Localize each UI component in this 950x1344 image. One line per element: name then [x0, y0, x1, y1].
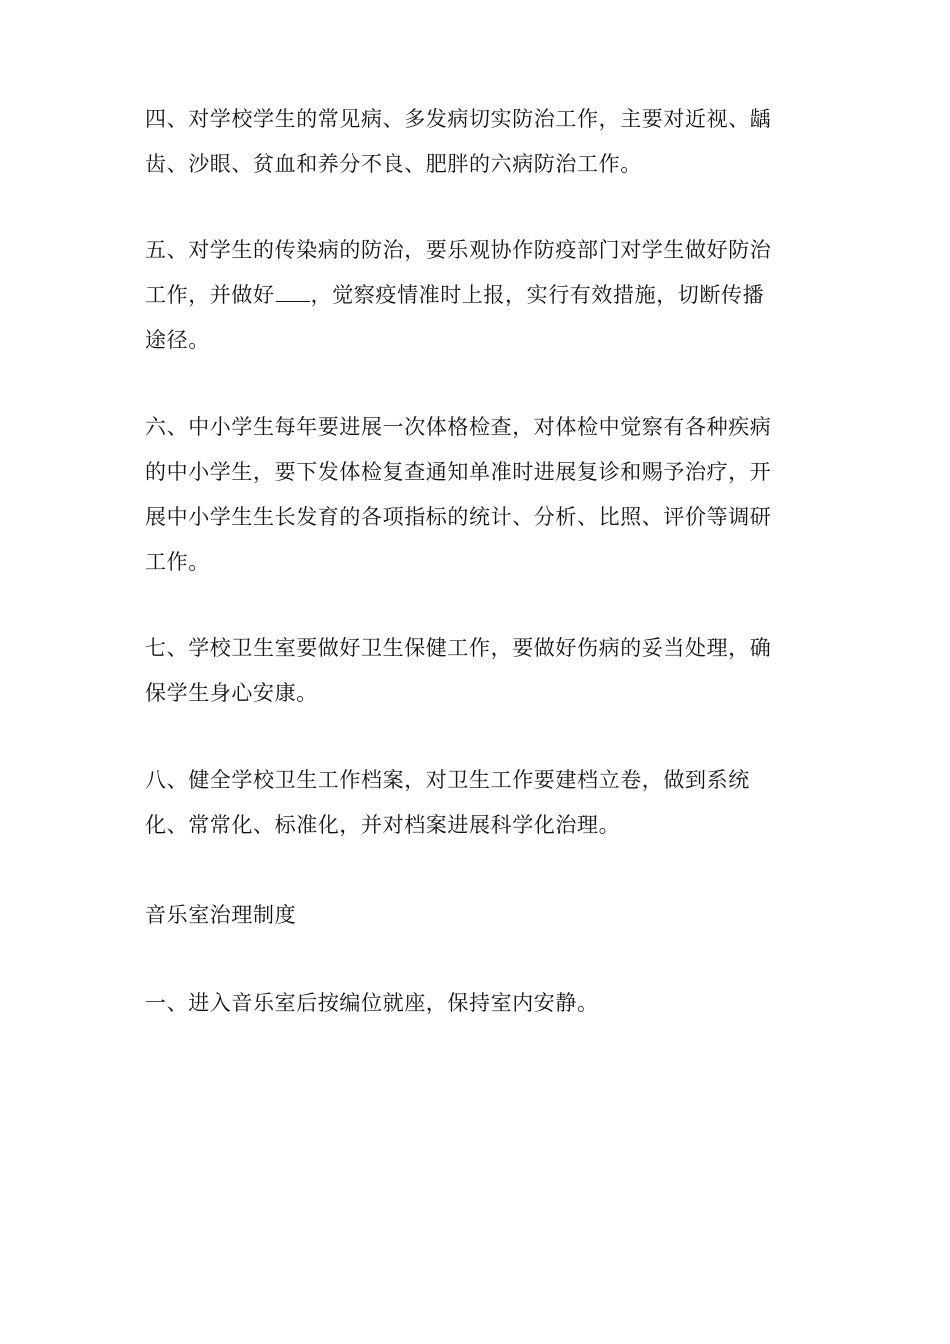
- paragraph-line: 四、对学校学生的常见病、多发病切实防治工作，主要对近视、龋: [145, 107, 772, 131]
- paragraph-line: 六、中小学生每年要进展一次体格检查，对体检中觉察有各种疾病: [145, 415, 772, 439]
- paragraph-line: 八、健全学校卫生工作档案，对卫生工作要建档立卷，做到系统: [145, 768, 750, 792]
- text-after-blank: ，觉察疫情准时上报，实行有效措施，切断传播: [310, 283, 765, 307]
- paragraph-item-8: [145, 758, 805, 848]
- paragraph-line: 七、学校卫生室要做好卫生保健工作，要做好伤病的妥当处理，确: [145, 636, 772, 660]
- fill-in-blank: [276, 283, 310, 302]
- paragraph-line: 五、对学生的传染病的防治，要乐观协作防疫部门对学生做好防治: [145, 238, 772, 262]
- paragraph-line: 途径。: [145, 328, 210, 352]
- paragraph-line: 展中小学生生长发育的各项指标的统计、分析、比照、评价等调研: [145, 505, 772, 529]
- section-title: 音乐室治理制度: [145, 903, 297, 927]
- paragraph-item-4: [145, 97, 805, 187]
- paragraph-item-5: [145, 228, 805, 363]
- music-rule-item-1: [145, 981, 805, 1026]
- text-before-blank: 工作，并做好: [145, 283, 275, 307]
- paragraph-line: 保学生身心安康。: [145, 681, 318, 705]
- paragraph-line: 一、进入音乐室后按编位就座，保持室内安静。: [145, 991, 599, 1015]
- paragraph-item-7: [145, 626, 805, 716]
- paragraph-item-6: [145, 405, 805, 585]
- paragraph-line: 工作。: [145, 550, 210, 574]
- paragraph-line: 的中小学生，要下发体检复查通知单准时进展复诊和赐予治疗，开: [145, 460, 772, 484]
- paragraph-line: 化、常常化、标准化，并对档案进展科学化治理。: [145, 813, 621, 837]
- paragraph-line: 齿、沙眼、贫血和养分不良、肥胖的六病防治工作。: [145, 152, 642, 176]
- paragraph-line-with-blank: [145, 273, 805, 318]
